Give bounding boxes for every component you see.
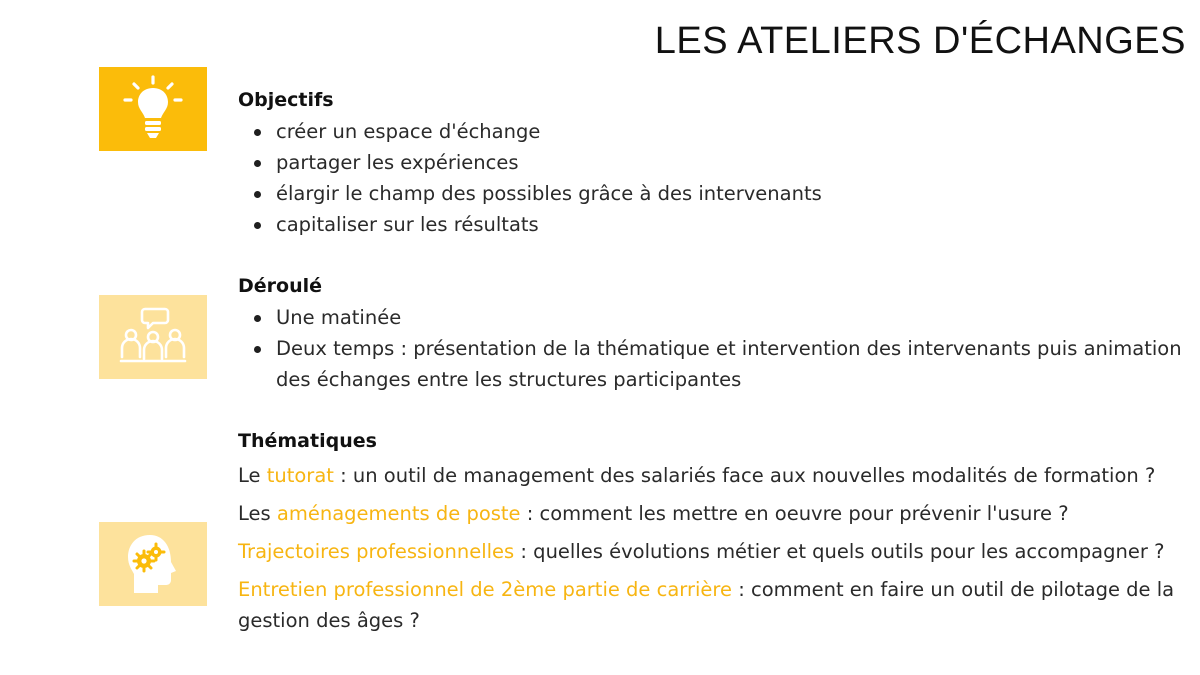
head-tile [99,522,207,606]
deroule-heading: Déroulé [238,275,323,297]
list-item: créer un espace d'échange [238,116,1186,147]
theme-highlight: aménagements de poste [276,502,521,525]
theme-line: Les aménagements de poste : comment les mettre en oeuvre pour prévenir l'usure ? [238,502,1069,525]
lightbulb-tile [99,67,207,151]
deroule-list [238,302,1186,395]
objectifs-list [238,116,1186,240]
list-item: partager les expériences [238,147,1186,178]
deroule-section [238,274,1186,395]
thematiques-section [238,429,1186,643]
page-title: LES ATELIERS D'ÉCHANGES [654,20,1186,62]
lightbulb-icon [118,74,188,144]
list-item: élargir le champ des possibles grâce à des intervenants [238,178,1186,209]
thematiques-heading: Thématiques [238,430,377,452]
theme-line: Trajectoires professionnelles : quelles évolutions métier et quels outils pour les accompagner ? [238,540,1165,563]
theme-highlight: tutorat [266,464,334,487]
meeting-people-icon [118,305,188,369]
objectifs-heading: Objectifs [238,89,334,111]
objectifs-section [238,88,1186,240]
theme-line: Le tutorat : un outil de management des salariés face aux nouvelles modalités de formation ? [238,464,1156,487]
head-gears-icon [120,531,186,597]
list-item: capitaliser sur les résultats [238,209,1186,240]
meeting-tile [99,295,207,379]
theme-highlight: Entretien professionnel de 2ème partie de carrière [238,578,732,601]
theme-highlight: Trajectoires professionnelles [238,540,515,563]
theme-line: Entretien professionnel de 2ème partie de carrière : comment en faire un outil de pilotage de la gestion des âges ? [238,578,1175,632]
list-item: Une matinée [238,302,1186,333]
list-item: Deux temps : présentation de la thématique et intervention des intervenants puis animation des échanges entre les structures participantes [238,333,1186,395]
